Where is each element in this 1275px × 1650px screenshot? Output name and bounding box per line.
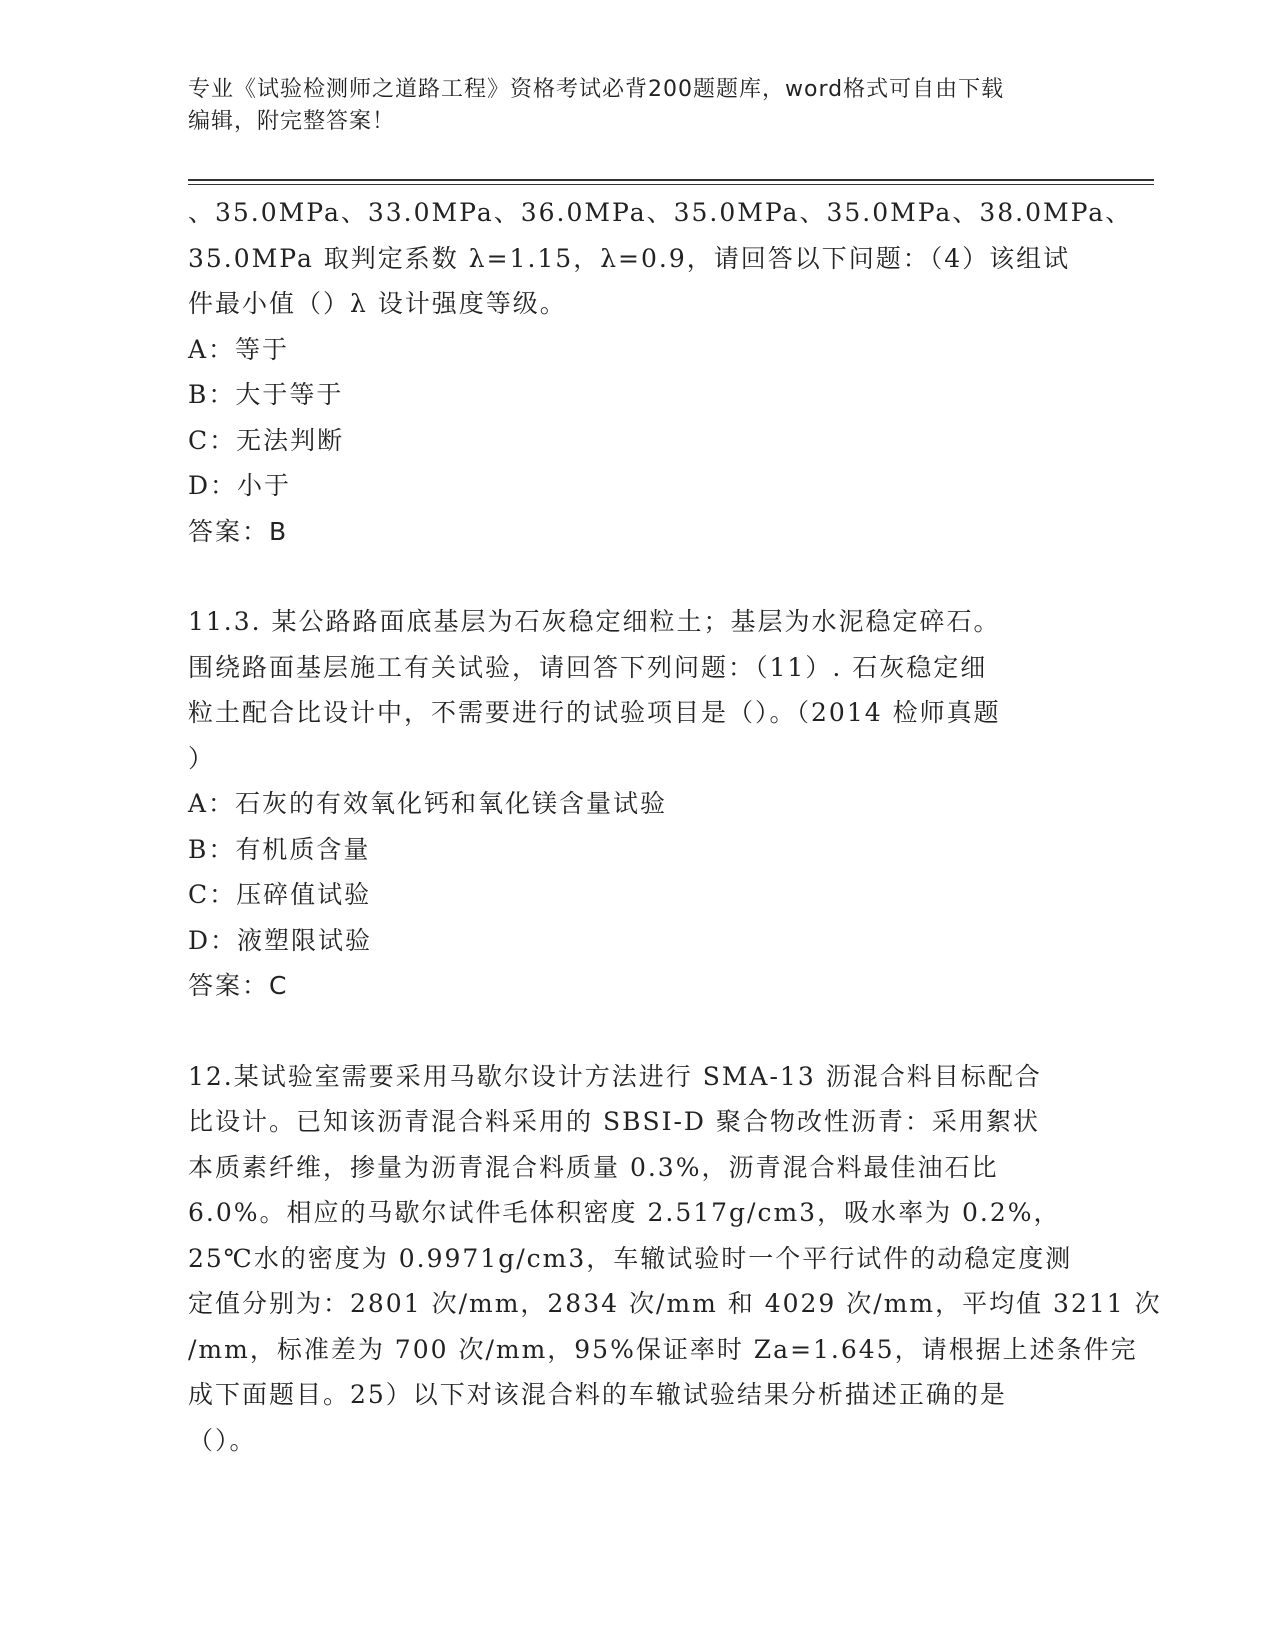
question-text-line: 6.0%。相应的马歇尔试件毛体积密度 2.517g/cm3，吸水率为 0.2%， [188,1198,1061,1227]
question-11 [188,599,1088,1009]
option-b: B：大于等于 [188,380,344,409]
question-text-line: 35.0MPa 取判定系数 λ=1.15，λ=0.9，请回答以下问题：（4）该组试 [188,243,1071,273]
question-text-line: 本质素纤维，掺量为沥青混合料质量 0.3%，沥青混合料最佳油石比 [188,1152,999,1182]
spacer [188,1009,1088,1054]
question-text-line: 12.某试验室需要采用马歇尔设计方法进行 SMA-13 沥混合料目标配合 [188,1061,1042,1091]
answer-label: 答案：C [188,971,289,1000]
question-10 [188,190,1133,554]
header-title-line-1: 专业《试验检测师之道路工程》资格考试必背200题题库，word格式可自由下载 [188,77,1005,102]
question-text-line: 25℃水的密度为 0.9971g/cm3，车辙试验时一个平行试件的动稳定度测 [188,1243,1073,1273]
option-b: B：有机质含量 [188,834,371,864]
question-text-line: 比设计。已知该沥青混合料采用的 SBSI-D 聚合物改性沥青：采用絮状 [188,1107,1040,1136]
question-text-line: 、35.0MPa、33.0MPa、36.0MPa、35.0MPa、35.0MPa、38.0MPa、 [188,198,1133,227]
header-divider-thin [188,184,1154,185]
answer-label: 答案：B [188,516,289,546]
header-title-line-2: 编辑，附完整答案！ [188,109,396,134]
option-c: C：无法判断 [188,425,345,455]
option-a: A：石灰的有效氧化钙和氧化镁含量试验 [188,789,668,818]
option-d: D：小于 [188,471,292,500]
question-text-line: 件最小值（）λ 设计强度等级。 [188,289,567,318]
question-12 [188,1054,1162,1464]
question-text-line: 粒土配合比设计中，不需要进行的试验项目是（）。（2014 检师真题 [188,698,1001,727]
question-text-line: ） [188,743,216,773]
question-text-line: 成下面题目。25）以下对该混合料的车辙试验结果分析描述正确的是 [188,1380,1007,1409]
option-d: D：液塑限试验 [188,925,373,955]
option-c: C：压碎值试验 [188,880,372,909]
question-text-line: （）。 [188,1425,257,1455]
question-text-line: 11.3. 某公路路面底基层为石灰稳定细粒土；基层为水泥稳定碎石。 [188,607,1001,636]
header-divider-thick [188,179,1154,181]
document-body [188,190,1162,1463]
question-text-line: /mm，标准差为 700 次/mm，95%保证率时 Za=1.645，请根据上述条件完 [188,1334,1138,1364]
question-text-line: 定值分别为：2801 次/mm，2834 次/mm 和 4029 次/mm，平均值 3211 次 [188,1289,1162,1318]
question-text-line: 围绕路面基层施工有关试验，请回答下列问题：（11）. 石灰稳定细 [188,652,988,682]
document-header [188,74,1088,138]
spacer [188,554,1088,599]
option-a: A：等于 [188,334,290,364]
